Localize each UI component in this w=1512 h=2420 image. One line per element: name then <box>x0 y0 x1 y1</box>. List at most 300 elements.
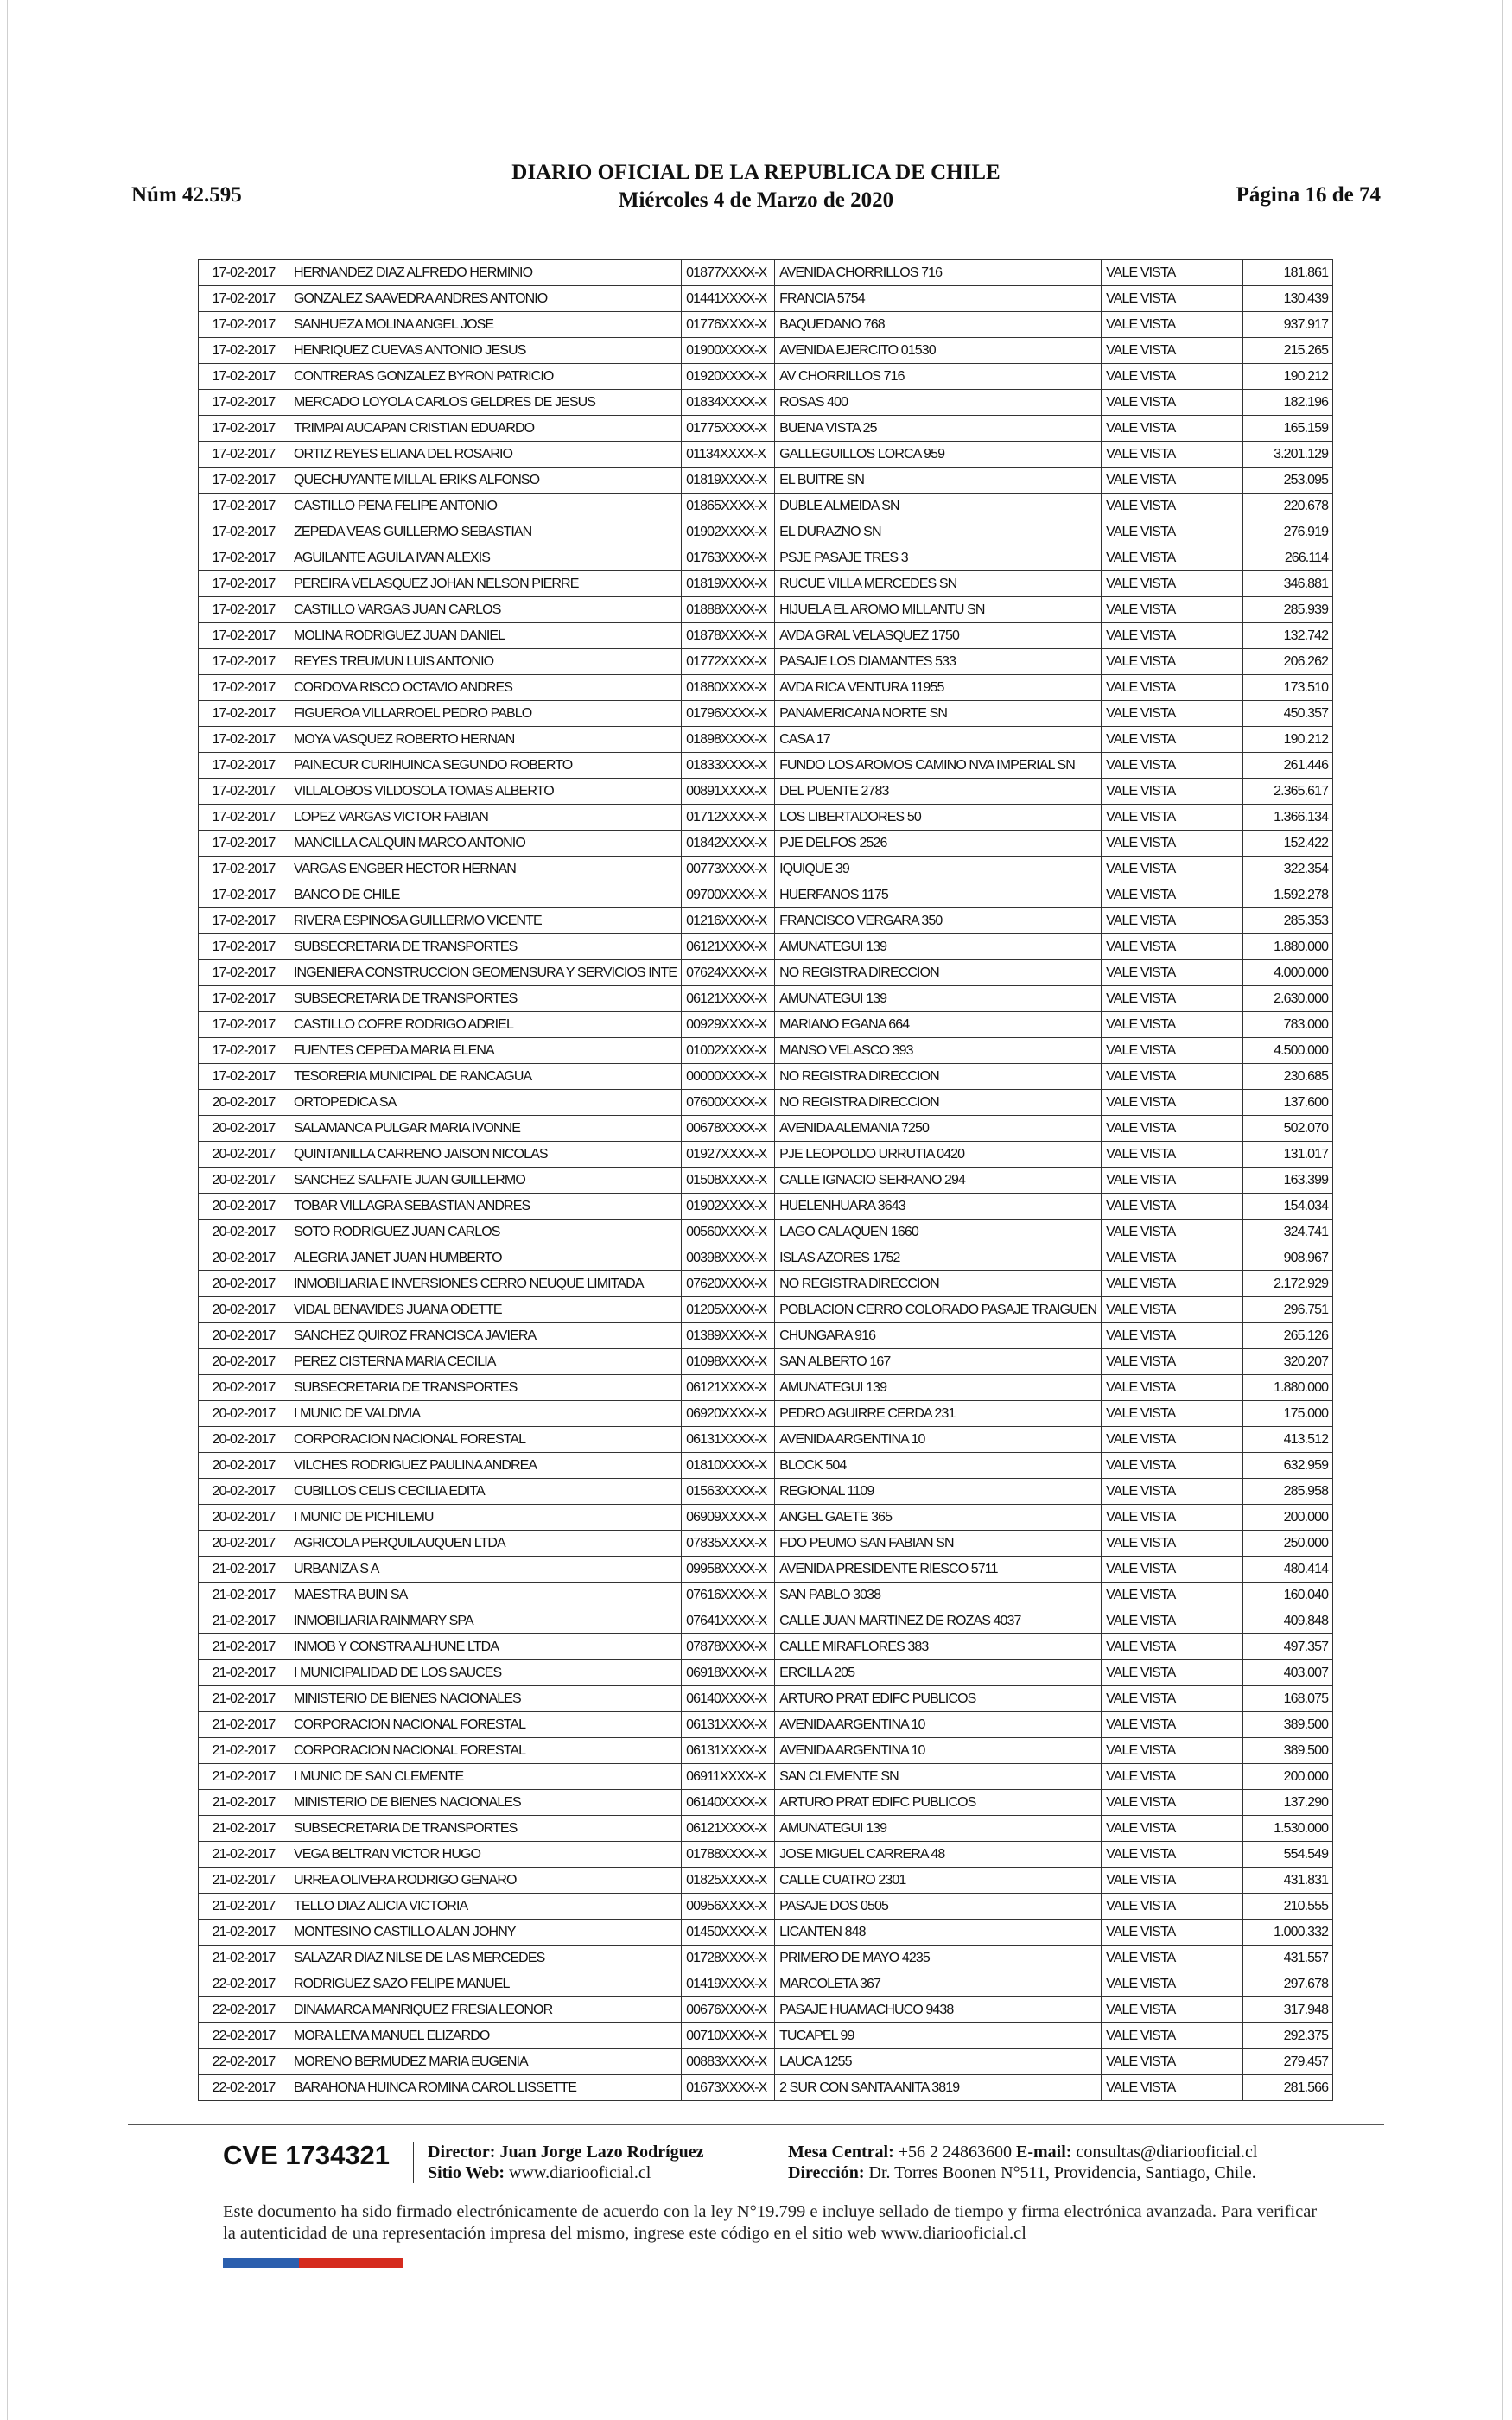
row-address: BAQUEDANO 768 <box>775 312 1102 338</box>
row-address: SAN PABLO 3038 <box>775 1583 1102 1608</box>
row-beneficiary: VEGA BELTRAN VICTOR HUGO <box>289 1842 682 1868</box>
row-rut: 07624XXXX-X <box>682 960 775 986</box>
row-rut: 01450XXXX-X <box>682 1920 775 1946</box>
row-beneficiary: TRIMPAI AUCAPAN CRISTIAN EDUARDO <box>289 416 682 442</box>
row-beneficiary: SALAMANCA PULGAR MARIA IVONNE <box>289 1116 682 1142</box>
table-row <box>199 312 1333 338</box>
row-beneficiary: SANCHEZ SALFATE JUAN GUILLERMO <box>289 1168 682 1194</box>
row-rut: 01902XXXX-X <box>682 519 775 545</box>
table-row <box>199 1064 1333 1090</box>
row-rut: 06909XXXX-X <box>682 1505 775 1531</box>
table-row <box>199 519 1333 545</box>
row-payment-type: VALE VISTA <box>1102 1323 1243 1349</box>
row-rut: 01902XXXX-X <box>682 1194 775 1220</box>
row-address: AVDA RICA VENTURA 11955 <box>775 675 1102 701</box>
row-date: 20-02-2017 <box>199 1427 289 1453</box>
row-rut: 06140XXXX-X <box>682 1790 775 1816</box>
row-beneficiary: I MUNIC DE PICHILEMU <box>289 1505 682 1531</box>
row-payment-type: VALE VISTA <box>1102 986 1243 1012</box>
row-payment-type: VALE VISTA <box>1102 960 1243 986</box>
row-beneficiary: MINISTERIO DE BIENES NACIONALES <box>289 1686 682 1712</box>
row-address: BLOCK 504 <box>775 1453 1102 1479</box>
table-row <box>199 1686 1333 1712</box>
row-beneficiary: INMOBILIARIA E INVERSIONES CERRO NEUQUE LIMITADA <box>289 1271 682 1297</box>
row-beneficiary: GONZALEZ SAAVEDRA ANDRES ANTONIO <box>289 286 682 312</box>
table-row <box>199 1375 1333 1401</box>
row-beneficiary: I MUNICIPALIDAD DE LOS SAUCES <box>289 1660 682 1686</box>
row-beneficiary: INGENIERA CONSTRUCCION GEOMENSURA Y SERVICIOS INTE <box>289 960 682 986</box>
row-amount: 320.207 <box>1243 1349 1333 1375</box>
row-beneficiary: PEREZ CISTERNA MARIA CECILIA <box>289 1349 682 1375</box>
row-address: 2 SUR CON SANTA ANITA 3819 <box>775 2075 1102 2101</box>
table-row <box>199 753 1333 779</box>
table-row <box>199 857 1333 882</box>
row-payment-type: VALE VISTA <box>1102 1608 1243 1634</box>
row-date: 21-02-2017 <box>199 1816 289 1842</box>
table-row <box>199 1868 1333 1894</box>
row-amount: 253.095 <box>1243 468 1333 494</box>
table-row <box>199 1271 1333 1297</box>
table-row <box>199 1634 1333 1660</box>
row-date: 21-02-2017 <box>199 1920 289 1946</box>
row-amount: 190.212 <box>1243 727 1333 753</box>
row-rut: 01508XXXX-X <box>682 1168 775 1194</box>
row-rut: 07616XXXX-X <box>682 1583 775 1608</box>
row-date: 17-02-2017 <box>199 753 289 779</box>
table-row <box>199 1220 1333 1245</box>
row-amount: 190.212 <box>1243 364 1333 390</box>
phone-label: Mesa Central: <box>788 2143 894 2162</box>
row-rut: 01419XXXX-X <box>682 1971 775 1997</box>
row-date: 20-02-2017 <box>199 1194 289 1220</box>
row-payment-type: VALE VISTA <box>1102 1505 1243 1531</box>
row-amount: 322.354 <box>1243 857 1333 882</box>
row-date: 22-02-2017 <box>199 2023 289 2049</box>
row-amount: 783.000 <box>1243 1012 1333 1038</box>
table-row <box>199 571 1333 597</box>
row-address: PASAJE LOS DIAMANTES 533 <box>775 649 1102 675</box>
row-payment-type: VALE VISTA <box>1102 364 1243 390</box>
row-address: AVDA GRAL VELASQUEZ 1750 <box>775 623 1102 649</box>
row-amount: 2.365.617 <box>1243 779 1333 805</box>
table-row <box>199 1738 1333 1764</box>
flag-bar-blue <box>223 2258 299 2268</box>
row-beneficiary: FUENTES CEPEDA MARIA ELENA <box>289 1038 682 1064</box>
table-row <box>199 2075 1333 2101</box>
row-beneficiary: MANCILLA CALQUIN MARCO ANTONIO <box>289 831 682 857</box>
row-amount: 154.034 <box>1243 1194 1333 1220</box>
row-amount: 1.530.000 <box>1243 1816 1333 1842</box>
row-date: 17-02-2017 <box>199 519 289 545</box>
row-date: 22-02-2017 <box>199 1997 289 2023</box>
row-payment-type: VALE VISTA <box>1102 571 1243 597</box>
row-beneficiary: QUINTANILLA CARRENO JAISON NICOLAS <box>289 1142 682 1168</box>
row-address: BUENA VISTA 25 <box>775 416 1102 442</box>
row-rut: 01775XXXX-X <box>682 416 775 442</box>
row-amount: 206.262 <box>1243 649 1333 675</box>
row-rut: 00773XXXX-X <box>682 857 775 882</box>
row-rut: 01788XXXX-X <box>682 1842 775 1868</box>
row-address: PEDRO AGUIRRE CERDA 231 <box>775 1401 1102 1427</box>
row-date: 20-02-2017 <box>199 1349 289 1375</box>
table-row <box>199 1194 1333 1220</box>
table-row <box>199 1349 1333 1375</box>
row-address: MARIANO EGANA 664 <box>775 1012 1102 1038</box>
table-row <box>199 1842 1333 1868</box>
row-address: AVENIDA ARGENTINA 10 <box>775 1427 1102 1453</box>
row-amount: 265.126 <box>1243 1323 1333 1349</box>
row-date: 20-02-2017 <box>199 1531 289 1557</box>
row-rut: 01898XXXX-X <box>682 727 775 753</box>
row-amount: 165.159 <box>1243 416 1333 442</box>
row-beneficiary: RIVERA ESPINOSA GUILLERMO VICENTE <box>289 908 682 934</box>
row-date: 17-02-2017 <box>199 727 289 753</box>
row-address: AMUNATEGUI 139 <box>775 986 1102 1012</box>
row-beneficiary: FIGUEROA VILLARROEL PEDRO PABLO <box>289 701 682 727</box>
row-date: 17-02-2017 <box>199 364 289 390</box>
row-amount: 131.017 <box>1243 1142 1333 1168</box>
row-date: 17-02-2017 <box>199 623 289 649</box>
row-beneficiary: TESORERIA MUNICIPAL DE RANCAGUA <box>289 1064 682 1090</box>
row-beneficiary: QUECHUYANTE MILLAL ERIKS ALFONSO <box>289 468 682 494</box>
row-date: 21-02-2017 <box>199 1608 289 1634</box>
row-payment-type: VALE VISTA <box>1102 623 1243 649</box>
row-amount: 266.114 <box>1243 545 1333 571</box>
row-beneficiary: VILLALOBOS VILDOSOLA TOMAS ALBERTO <box>289 779 682 805</box>
row-rut: 01810XXXX-X <box>682 1453 775 1479</box>
row-beneficiary: CASTILLO COFRE RODRIGO ADRIEL <box>289 1012 682 1038</box>
row-date: 17-02-2017 <box>199 986 289 1012</box>
row-payment-type: VALE VISTA <box>1102 2075 1243 2101</box>
row-beneficiary: CORPORACION NACIONAL FORESTAL <box>289 1738 682 1764</box>
row-address: ARTURO PRAT EDIFC PUBLICOS <box>775 1686 1102 1712</box>
row-payment-type: VALE VISTA <box>1102 494 1243 519</box>
row-address: REGIONAL 1109 <box>775 1479 1102 1505</box>
row-address: JOSE MIGUEL CARRERA 48 <box>775 1842 1102 1868</box>
row-date: 22-02-2017 <box>199 2049 289 2075</box>
row-address: NO REGISTRA DIRECCION <box>775 960 1102 986</box>
row-amount: 937.917 <box>1243 312 1333 338</box>
row-payment-type: VALE VISTA <box>1102 1479 1243 1505</box>
row-amount: 3.201.129 <box>1243 442 1333 468</box>
row-beneficiary: SUBSECRETARIA DE TRANSPORTES <box>289 934 682 960</box>
row-payment-type: VALE VISTA <box>1102 934 1243 960</box>
row-payment-type: VALE VISTA <box>1102 1790 1243 1816</box>
row-date: 21-02-2017 <box>199 1634 289 1660</box>
row-beneficiary: BARAHONA HUINCA ROMINA CAROL LISSETTE <box>289 2075 682 2101</box>
row-amount: 413.512 <box>1243 1427 1333 1453</box>
table-row <box>199 468 1333 494</box>
row-rut: 01563XXXX-X <box>682 1479 775 1505</box>
row-rut: 06121XXXX-X <box>682 1816 775 1842</box>
table-row <box>199 1997 1333 2023</box>
row-address: PRIMERO DE MAYO 4235 <box>775 1946 1102 1971</box>
row-address: PANAMERICANA NORTE SN <box>775 701 1102 727</box>
row-amount: 1.366.134 <box>1243 805 1333 831</box>
row-date: 21-02-2017 <box>199 1868 289 1894</box>
row-address: GALLEGUILLOS LORCA 959 <box>775 442 1102 468</box>
row-address: FUNDO LOS AROMOS CAMINO NVA IMPERIAL SN <box>775 753 1102 779</box>
row-address: SAN CLEMENTE SN <box>775 1764 1102 1790</box>
row-rut: 01728XXXX-X <box>682 1946 775 1971</box>
table-row <box>199 675 1333 701</box>
row-amount: 261.446 <box>1243 753 1333 779</box>
row-payment-type: VALE VISTA <box>1102 1557 1243 1583</box>
table-row <box>199 1453 1333 1479</box>
row-amount: 296.751 <box>1243 1297 1333 1323</box>
row-amount: 200.000 <box>1243 1505 1333 1531</box>
table-row <box>199 1168 1333 1194</box>
table-row <box>199 1142 1333 1168</box>
row-beneficiary: HENRIQUEZ CUEVAS ANTONIO JESUS <box>289 338 682 364</box>
table-row <box>199 623 1333 649</box>
row-payment-type: VALE VISTA <box>1102 1738 1243 1764</box>
table-row <box>199 390 1333 416</box>
row-amount: 2.172.929 <box>1243 1271 1333 1297</box>
flag-bar-red <box>299 2258 403 2268</box>
row-date: 17-02-2017 <box>199 312 289 338</box>
row-date: 21-02-2017 <box>199 1946 289 1971</box>
row-amount: 137.600 <box>1243 1090 1333 1116</box>
cve-code: CVE 1734321 <box>223 2140 391 2170</box>
table-row <box>199 831 1333 857</box>
row-rut: 07641XXXX-X <box>682 1608 775 1634</box>
row-date: 17-02-2017 <box>199 416 289 442</box>
row-amount: 389.500 <box>1243 1738 1333 1764</box>
row-beneficiary: MONTESINO CASTILLO ALAN JOHNY <box>289 1920 682 1946</box>
row-beneficiary: MINISTERIO DE BIENES NACIONALES <box>289 1790 682 1816</box>
row-payment-type: VALE VISTA <box>1102 1401 1243 1427</box>
table-row <box>199 1090 1333 1116</box>
row-payment-type: VALE VISTA <box>1102 1894 1243 1920</box>
table-row <box>199 779 1333 805</box>
row-payment-type: VALE VISTA <box>1102 1168 1243 1194</box>
row-date: 21-02-2017 <box>199 1842 289 1868</box>
row-address: TUCAPEL 99 <box>775 2023 1102 2049</box>
row-address: PASAJE DOS 0505 <box>775 1894 1102 1920</box>
row-payment-type: VALE VISTA <box>1102 545 1243 571</box>
row-beneficiary: ORTOPEDICA SA <box>289 1090 682 1116</box>
row-payment-type: VALE VISTA <box>1102 2049 1243 2075</box>
row-amount: 215.265 <box>1243 338 1333 364</box>
phone-value: +56 2 24863600 <box>898 2143 1013 2162</box>
row-beneficiary: ORTIZ REYES ELIANA DEL ROSARIO <box>289 442 682 468</box>
row-date: 21-02-2017 <box>199 1712 289 1738</box>
row-amount: 389.500 <box>1243 1712 1333 1738</box>
row-amount: 4.000.000 <box>1243 960 1333 986</box>
row-beneficiary: TELLO DIAZ ALICIA VICTORIA <box>289 1894 682 1920</box>
row-payment-type: VALE VISTA <box>1102 1038 1243 1064</box>
row-rut: 09958XXXX-X <box>682 1557 775 1583</box>
table-row <box>199 2049 1333 2075</box>
row-rut: 06140XXXX-X <box>682 1686 775 1712</box>
site-link[interactable]: www.diariooficial.cl <box>509 2163 651 2182</box>
row-payment-type: VALE VISTA <box>1102 1946 1243 1971</box>
row-address: ISLAS AZORES 1752 <box>775 1245 1102 1271</box>
row-address: AVENIDA ALEMANIA 7250 <box>775 1116 1102 1142</box>
page-number: Página 16 de 74 <box>1236 183 1381 207</box>
row-date: 20-02-2017 <box>199 1375 289 1401</box>
row-address: NO REGISTRA DIRECCION <box>775 1271 1102 1297</box>
row-payment-type: VALE VISTA <box>1102 2023 1243 2049</box>
row-payment-type: VALE VISTA <box>1102 1842 1243 1868</box>
row-beneficiary: PEREIRA VELASQUEZ JOHAN NELSON PIERRE <box>289 571 682 597</box>
row-payment-type: VALE VISTA <box>1102 312 1243 338</box>
row-amount: 182.196 <box>1243 390 1333 416</box>
row-rut: 01389XXXX-X <box>682 1323 775 1349</box>
table-row <box>199 416 1333 442</box>
row-rut: 01833XXXX-X <box>682 753 775 779</box>
table-row <box>199 364 1333 390</box>
row-address: AMUNATEGUI 139 <box>775 1375 1102 1401</box>
row-address: NO REGISTRA DIRECCION <box>775 1064 1102 1090</box>
row-amount: 480.414 <box>1243 1557 1333 1583</box>
row-address: PSJE PASAJE TRES 3 <box>775 545 1102 571</box>
row-beneficiary: SUBSECRETARIA DE TRANSPORTES <box>289 1375 682 1401</box>
row-address: RUCUE VILLA MERCEDES SN <box>775 571 1102 597</box>
table-row <box>199 1245 1333 1271</box>
email-label: E-mail: <box>1016 2143 1072 2162</box>
row-amount: 168.075 <box>1243 1686 1333 1712</box>
row-date: 21-02-2017 <box>199 1790 289 1816</box>
row-amount: 297.678 <box>1243 1971 1333 1997</box>
row-rut: 01819XXXX-X <box>682 468 775 494</box>
payments-table-body <box>199 260 1333 2101</box>
row-rut: 06121XXXX-X <box>682 1375 775 1401</box>
row-amount: 324.741 <box>1243 1220 1333 1245</box>
payments-table <box>198 259 1333 2101</box>
row-address: IQUIQUE 39 <box>775 857 1102 882</box>
row-amount: 220.678 <box>1243 494 1333 519</box>
row-rut: 01712XXXX-X <box>682 805 775 831</box>
row-beneficiary: CORPORACION NACIONAL FORESTAL <box>289 1427 682 1453</box>
row-rut: 00891XXXX-X <box>682 779 775 805</box>
row-rut: 07620XXXX-X <box>682 1271 775 1297</box>
table-row <box>199 1323 1333 1349</box>
row-date: 17-02-2017 <box>199 597 289 623</box>
row-address: LAGO CALAQUEN 1660 <box>775 1220 1102 1245</box>
row-payment-type: VALE VISTA <box>1102 1349 1243 1375</box>
row-date: 21-02-2017 <box>199 1557 289 1583</box>
row-rut: 00929XXXX-X <box>682 1012 775 1038</box>
row-beneficiary: I MUNIC DE SAN CLEMENTE <box>289 1764 682 1790</box>
row-rut: 01927XXXX-X <box>682 1142 775 1168</box>
row-rut: 01888XXXX-X <box>682 597 775 623</box>
row-amount: 137.290 <box>1243 1790 1333 1816</box>
row-payment-type: VALE VISTA <box>1102 286 1243 312</box>
row-address: AVENIDA PRESIDENTE RIESCO 5711 <box>775 1557 1102 1583</box>
header-masthead <box>346 159 1166 214</box>
row-amount: 497.357 <box>1243 1634 1333 1660</box>
row-beneficiary: MORA LEIVA MANUEL ELIZARDO <box>289 2023 682 2049</box>
row-date: 21-02-2017 <box>199 1894 289 1920</box>
row-beneficiary: VILCHES RODRIGUEZ PAULINA ANDREA <box>289 1453 682 1479</box>
email-link[interactable]: consultas@diariooficial.cl <box>1076 2143 1258 2162</box>
row-date: 21-02-2017 <box>199 1686 289 1712</box>
row-date: 17-02-2017 <box>199 649 289 675</box>
row-date: 20-02-2017 <box>199 1142 289 1168</box>
row-rut: 00710XXXX-X <box>682 2023 775 2049</box>
row-rut: 00956XXXX-X <box>682 1894 775 1920</box>
row-rut: 01098XXXX-X <box>682 1349 775 1375</box>
table-row <box>199 1401 1333 1427</box>
row-rut: 00000XXXX-X <box>682 1064 775 1090</box>
row-date: 20-02-2017 <box>199 1453 289 1479</box>
row-address: HUERFANOS 1175 <box>775 882 1102 908</box>
row-payment-type: VALE VISTA <box>1102 1583 1243 1608</box>
row-address: AMUNATEGUI 139 <box>775 1816 1102 1842</box>
table-row <box>199 1660 1333 1686</box>
row-date: 17-02-2017 <box>199 857 289 882</box>
row-rut: 01920XXXX-X <box>682 364 775 390</box>
publication-date: Miércoles 4 de Marzo de 2020 <box>618 188 894 212</box>
table-row <box>199 1505 1333 1531</box>
row-beneficiary: URBANIZA S A <box>289 1557 682 1583</box>
row-rut: 01673XXXX-X <box>682 2075 775 2101</box>
row-address: LOS LIBERTADORES 50 <box>775 805 1102 831</box>
row-rut: 07878XXXX-X <box>682 1634 775 1660</box>
table-row <box>199 701 1333 727</box>
row-date: 20-02-2017 <box>199 1401 289 1427</box>
row-beneficiary: SALAZAR DIAZ NILSE DE LAS MERCEDES <box>289 1946 682 1971</box>
row-beneficiary: HERNANDEZ DIAZ ALFREDO HERMINIO <box>289 260 682 286</box>
row-date: 17-02-2017 <box>199 1064 289 1090</box>
row-payment-type: VALE VISTA <box>1102 1453 1243 1479</box>
row-date: 20-02-2017 <box>199 1116 289 1142</box>
row-date: 17-02-2017 <box>199 701 289 727</box>
table-row <box>199 1946 1333 1971</box>
row-beneficiary: PAINECUR CURIHUINCA SEGUNDO ROBERTO <box>289 753 682 779</box>
row-payment-type: VALE VISTA <box>1102 1012 1243 1038</box>
row-address: FRANCISCO VERGARA 350 <box>775 908 1102 934</box>
row-beneficiary: LOPEZ VARGAS VICTOR FABIAN <box>289 805 682 831</box>
row-rut: 01819XXXX-X <box>682 571 775 597</box>
row-date: 21-02-2017 <box>199 1738 289 1764</box>
row-payment-type: VALE VISTA <box>1102 649 1243 675</box>
row-payment-type: VALE VISTA <box>1102 1971 1243 1997</box>
table-row <box>199 649 1333 675</box>
row-address: MANSO VELASCO 393 <box>775 1038 1102 1064</box>
director-block <box>428 2142 704 2183</box>
row-payment-type: VALE VISTA <box>1102 338 1243 364</box>
row-amount: 230.685 <box>1243 1064 1333 1090</box>
row-beneficiary: CORPORACION NACIONAL FORESTAL <box>289 1712 682 1738</box>
row-amount: 554.549 <box>1243 1842 1333 1868</box>
row-amount: 175.000 <box>1243 1401 1333 1427</box>
row-amount: 632.959 <box>1243 1453 1333 1479</box>
table-row <box>199 1557 1333 1583</box>
row-beneficiary: ZEPEDA VEAS GUILLERMO SEBASTIAN <box>289 519 682 545</box>
row-address: EL DURAZNO SN <box>775 519 1102 545</box>
row-rut: 01205XXXX-X <box>682 1297 775 1323</box>
row-rut: 01825XXXX-X <box>682 1868 775 1894</box>
row-date: 20-02-2017 <box>199 1297 289 1323</box>
row-date: 17-02-2017 <box>199 260 289 286</box>
row-beneficiary: SANHUEZA MOLINA ANGEL JOSE <box>289 312 682 338</box>
table-row <box>199 1920 1333 1946</box>
row-rut: 01772XXXX-X <box>682 649 775 675</box>
row-date: 20-02-2017 <box>199 1220 289 1245</box>
row-date: 17-02-2017 <box>199 960 289 986</box>
row-amount: 276.919 <box>1243 519 1333 545</box>
row-date: 17-02-2017 <box>199 545 289 571</box>
row-rut: 00560XXXX-X <box>682 1220 775 1245</box>
row-amount: 431.831 <box>1243 1868 1333 1894</box>
row-rut: 06920XXXX-X <box>682 1401 775 1427</box>
row-address: CALLE IGNACIO SERRANO 294 <box>775 1168 1102 1194</box>
row-date: 17-02-2017 <box>199 338 289 364</box>
row-amount: 152.422 <box>1243 831 1333 857</box>
